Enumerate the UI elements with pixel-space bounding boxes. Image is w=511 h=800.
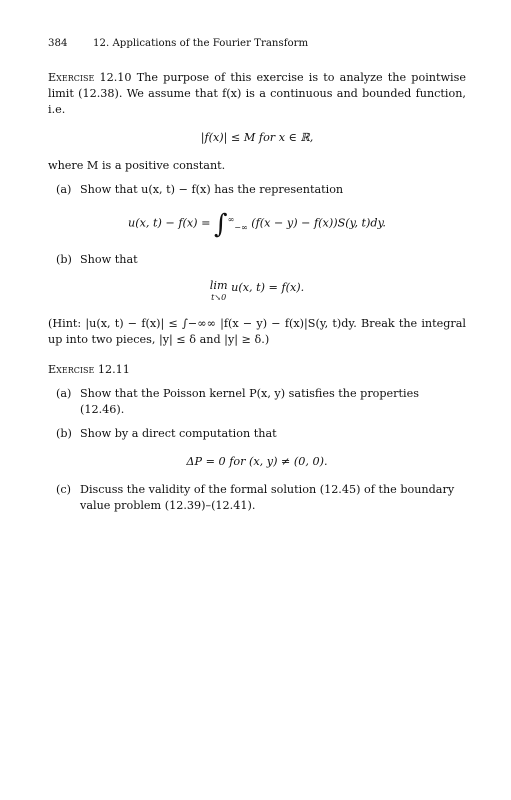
eq-rhs: (f(x − y) − f(x))S(y, t)dy. [251,216,386,230]
part-c [48,482,466,514]
exercise-12-11-title [48,362,466,378]
part-a [48,182,466,198]
integral-upper: ∞ [227,215,235,224]
part-label: (b) [56,252,72,266]
limit-operator [210,280,228,304]
part-a [48,386,466,418]
page-number: 384 [48,38,68,49]
part-b [48,426,466,442]
exercise-title: Exercise 12.11 [48,362,130,376]
exercise-title: Exercise 12.10 [48,71,132,84]
laplace-equation: ΔP = 0 for (x, y) ≠ (0, 0). [186,454,328,468]
limit-equation [48,280,466,304]
part-label: (a) [56,183,72,196]
lim-subscript: t↘0 [211,292,227,302]
lim-text: lim [209,278,228,292]
part-text: Show that the Poisson kernel P(x, y) satisfies the properties (12.46). [80,386,419,416]
hint-text: (Hint: |u(x, t) − f(x)| ≤ ∫−∞∞ |f(x − y) − f(x)|S(y, t)dy. Break the integral up into two pieces, |y| ≤ δ and |y| ≥ δ.) [48,316,466,346]
page-header [48,38,466,49]
after-bound-text: where M is a positive constant. [48,159,226,172]
bound-equation: |f(x)| ≤ M for x ∈ ℝ, [200,131,314,144]
part-label: (b) [56,426,72,440]
part-text: Show that [80,252,138,266]
eq-lhs: u(x, t) − f(x) = [128,216,211,230]
page [48,38,466,522]
lim-rest: u(x, t) = f(x). [231,280,305,294]
representation-equation [48,209,466,240]
integral-lower: −∞ [234,222,248,232]
running-title: 12. Applications of the Fourier Transform [93,38,309,49]
part-text: Show that u(x, t) − f(x) has the representation [80,183,344,196]
part-text: Show by a direct computation that [80,426,277,440]
part-b [48,252,466,268]
exercise-intro-text: The purpose of this exercise is to analyze the pointwise limit (12.38). We assume that f(x) is a continuous and bounded function, i.e. [48,71,466,116]
integral-sign: ∫ [214,209,228,240]
part-label: (c) [56,482,71,496]
part-text: Discuss the validity of the formal solution (12.45) of the boundary value problem (12.39)–(12.41). [80,482,455,512]
part-label: (a) [56,386,72,400]
exercise-12-10-intro [48,70,466,118]
